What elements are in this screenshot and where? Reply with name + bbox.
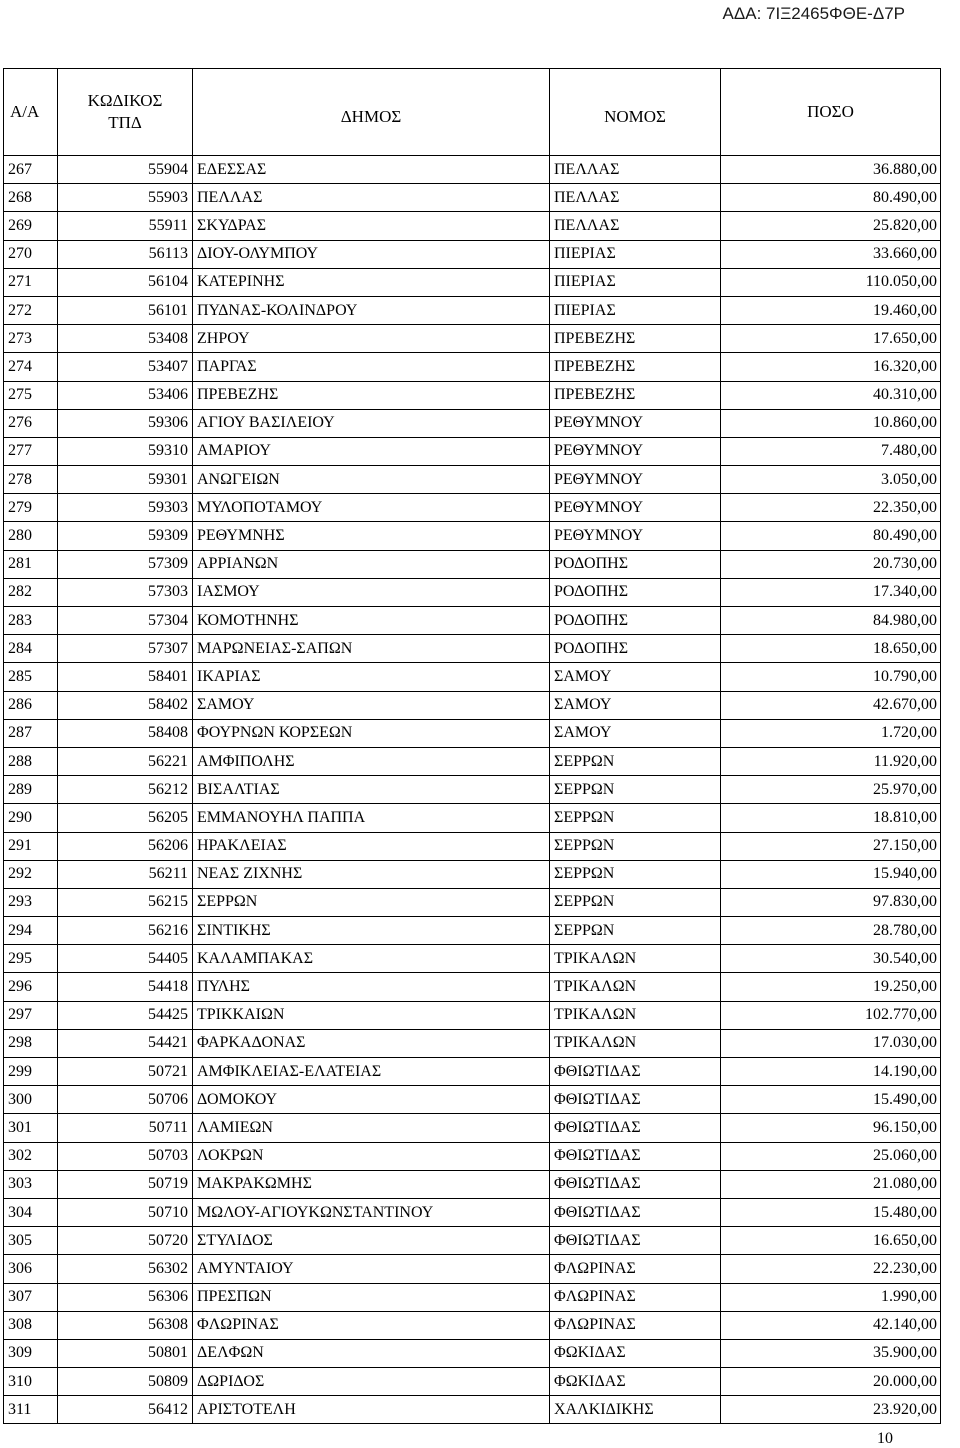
cell-code: 58401 — [58, 663, 193, 691]
cell-dimos: ΦΟΥΡΝΩΝ ΚΟΡΣΕΩΝ — [193, 719, 550, 747]
cell-dimos: ΑΝΩΓΕΙΩΝ — [193, 466, 550, 494]
cell-nomos: ΦΘΙΩΤΙΔΑΣ — [550, 1086, 721, 1114]
cell-code: 54418 — [58, 973, 193, 1001]
cell-aa: 285 — [4, 663, 58, 691]
cell-dimos: ΣΚΥΔΡΑΣ — [193, 212, 550, 240]
cell-poso: 18.650,00 — [721, 635, 941, 663]
cell-nomos: ΦΘΙΩΤΙΔΑΣ — [550, 1142, 721, 1170]
header-dimos: ΔΗΜΟΣ — [193, 69, 550, 156]
cell-nomos: ΦΛΩΡΙΝΑΣ — [550, 1283, 721, 1311]
cell-dimos: ΦΑΡΚΑΔΟΝΑΣ — [193, 1029, 550, 1057]
cell-code: 56412 — [58, 1396, 193, 1424]
cell-poso: 19.460,00 — [721, 296, 941, 324]
cell-code: 59306 — [58, 409, 193, 437]
cell-aa: 291 — [4, 832, 58, 860]
ada-stamp: ΑΔΑ: 7ΙΞ2465ΦΘΕ-Δ7Ρ — [722, 4, 905, 23]
table-row — [4, 719, 941, 747]
cell-poso: 33.660,00 — [721, 240, 941, 268]
cell-nomos: ΠΡΕΒΕΖΗΣ — [550, 353, 721, 381]
cell-dimos: ΜΥΛΟΠΟΤΑΜΟΥ — [193, 494, 550, 522]
header-code — [58, 69, 193, 156]
cell-code: 56216 — [58, 917, 193, 945]
cell-nomos: ΦΛΩΡΙΝΑΣ — [550, 1311, 721, 1339]
cell-nomos: ΠΙΕΡΙΑΣ — [550, 268, 721, 296]
cell-code: 56221 — [58, 747, 193, 775]
table-row — [4, 466, 941, 494]
cell-poso: 15.480,00 — [721, 1198, 941, 1226]
cell-nomos: ΠΙΕΡΙΑΣ — [550, 296, 721, 324]
cell-poso: 30.540,00 — [721, 945, 941, 973]
cell-poso: 1.990,00 — [721, 1283, 941, 1311]
table-row — [4, 776, 941, 804]
cell-aa: 270 — [4, 240, 58, 268]
table-row — [4, 888, 941, 916]
cell-nomos: ΤΡΙΚΑΛΩΝ — [550, 1029, 721, 1057]
cell-aa: 283 — [4, 607, 58, 635]
cell-dimos: ΑΓΙΟΥ ΒΑΣΙΛΕΙΟΥ — [193, 409, 550, 437]
cell-aa: 290 — [4, 804, 58, 832]
cell-dimos: ΣΕΡΡΩΝ — [193, 888, 550, 916]
cell-code: 56306 — [58, 1283, 193, 1311]
cell-dimos: ΣΤΥΛΙΔΟΣ — [193, 1227, 550, 1255]
cell-code: 59309 — [58, 522, 193, 550]
cell-poso: 23.920,00 — [721, 1396, 941, 1424]
table-row — [4, 184, 941, 212]
cell-code: 58402 — [58, 691, 193, 719]
table-row — [4, 973, 941, 1001]
cell-nomos: ΡΕΘΥΜΝΟΥ — [550, 522, 721, 550]
cell-aa: 302 — [4, 1142, 58, 1170]
page-number: 10 — [877, 1430, 893, 1447]
cell-poso: 25.820,00 — [721, 212, 941, 240]
cell-nomos: ΤΡΙΚΑΛΩΝ — [550, 973, 721, 1001]
table-row — [4, 917, 941, 945]
cell-code: 54425 — [58, 1001, 193, 1029]
cell-code: 50719 — [58, 1170, 193, 1198]
cell-dimos: ΔΙΟΥ-ΟΛΥΜΠΟΥ — [193, 240, 550, 268]
table-row — [4, 1142, 941, 1170]
cell-code: 59310 — [58, 437, 193, 465]
cell-nomos: ΦΘΙΩΤΙΔΑΣ — [550, 1058, 721, 1086]
table-row — [4, 268, 941, 296]
cell-poso: 20.730,00 — [721, 550, 941, 578]
cell-dimos: ΙΚΑΡΙΑΣ — [193, 663, 550, 691]
table-row — [4, 1255, 941, 1283]
cell-code: 56302 — [58, 1255, 193, 1283]
cell-poso: 20.000,00 — [721, 1368, 941, 1396]
table-row — [4, 945, 941, 973]
cell-code: 54421 — [58, 1029, 193, 1057]
cell-nomos: ΤΡΙΚΑΛΩΝ — [550, 1001, 721, 1029]
cell-code: 50710 — [58, 1198, 193, 1226]
table-row — [4, 1058, 941, 1086]
table-row — [4, 437, 941, 465]
cell-poso: 27.150,00 — [721, 832, 941, 860]
table-row — [4, 494, 941, 522]
cell-aa: 298 — [4, 1029, 58, 1057]
cell-aa: 311 — [4, 1396, 58, 1424]
cell-dimos: ΒΙΣΑΛΤΙΑΣ — [193, 776, 550, 804]
cell-poso: 40.310,00 — [721, 381, 941, 409]
cell-poso: 102.770,00 — [721, 1001, 941, 1029]
cell-dimos: ΑΜΦΙΚΛΕΙΑΣ-ΕΛΑΤΕΙΑΣ — [193, 1058, 550, 1086]
table-row — [4, 1227, 941, 1255]
cell-nomos: ΠΕΛΛΑΣ — [550, 212, 721, 240]
cell-aa: 277 — [4, 437, 58, 465]
cell-dimos: ΦΛΩΡΙΝΑΣ — [193, 1311, 550, 1339]
cell-code: 56113 — [58, 240, 193, 268]
cell-nomos: ΡΟΔΟΠΗΣ — [550, 578, 721, 606]
cell-code: 55903 — [58, 184, 193, 212]
table-row — [4, 1368, 941, 1396]
table-row — [4, 296, 941, 324]
table-row — [4, 1396, 941, 1424]
cell-nomos: ΧΑΛΚΙΔΙΚΗΣ — [550, 1396, 721, 1424]
table-row — [4, 156, 941, 184]
cell-dimos: ΛΟΚΡΩΝ — [193, 1142, 550, 1170]
cell-nomos: ΣΑΜΟΥ — [550, 691, 721, 719]
cell-code: 53407 — [58, 353, 193, 381]
header-nomos: ΝΟΜΟΣ — [550, 69, 721, 156]
table-row — [4, 1086, 941, 1114]
table-row — [4, 1198, 941, 1226]
cell-code: 50703 — [58, 1142, 193, 1170]
cell-dimos: ΝΕΑΣ ΖΙΧΝΗΣ — [193, 860, 550, 888]
cell-aa: 279 — [4, 494, 58, 522]
cell-aa: 300 — [4, 1086, 58, 1114]
cell-code: 57304 — [58, 607, 193, 635]
cell-poso: 16.320,00 — [721, 353, 941, 381]
table-row — [4, 747, 941, 775]
table-row — [4, 1311, 941, 1339]
table-row — [4, 607, 941, 635]
table-row — [4, 832, 941, 860]
cell-aa: 268 — [4, 184, 58, 212]
cell-poso: 25.060,00 — [721, 1142, 941, 1170]
cell-nomos: ΠΡΕΒΕΖΗΣ — [550, 381, 721, 409]
cell-nomos: ΦΘΙΩΤΙΔΑΣ — [550, 1114, 721, 1142]
table-row — [4, 212, 941, 240]
cell-code: 56104 — [58, 268, 193, 296]
cell-code: 50720 — [58, 1227, 193, 1255]
table-row — [4, 240, 941, 268]
cell-nomos: ΣΕΡΡΩΝ — [550, 804, 721, 832]
cell-code: 57307 — [58, 635, 193, 663]
cell-aa: 293 — [4, 888, 58, 916]
cell-aa: 273 — [4, 325, 58, 353]
cell-nomos: ΡΟΔΟΠΗΣ — [550, 550, 721, 578]
cell-poso: 19.250,00 — [721, 973, 941, 1001]
cell-nomos: ΣΕΡΡΩΝ — [550, 747, 721, 775]
cell-dimos: ΜΑΡΩΝΕΙΑΣ-ΣΑΠΩΝ — [193, 635, 550, 663]
cell-code: 56215 — [58, 888, 193, 916]
table-row — [4, 1029, 941, 1057]
header-aa: Α/Α — [4, 69, 58, 156]
cell-dimos: ΕΜΜΑΝΟΥΗΛ ΠΑΠΠΑ — [193, 804, 550, 832]
table-row — [4, 353, 941, 381]
cell-aa: 272 — [4, 296, 58, 324]
cell-code: 58408 — [58, 719, 193, 747]
cell-poso: 15.490,00 — [721, 1086, 941, 1114]
cell-nomos: ΡΕΘΥΜΝΟΥ — [550, 466, 721, 494]
cell-dimos: ΗΡΑΚΛΕΙΑΣ — [193, 832, 550, 860]
cell-dimos: ΠΑΡΓΑΣ — [193, 353, 550, 381]
cell-nomos: ΣΕΡΡΩΝ — [550, 888, 721, 916]
table-row — [4, 325, 941, 353]
cell-dimos: ΠΥΛΗΣ — [193, 973, 550, 1001]
cell-code: 56211 — [58, 860, 193, 888]
cell-poso: 10.790,00 — [721, 663, 941, 691]
table-row — [4, 860, 941, 888]
cell-dimos: ΣΑΜΟΥ — [193, 691, 550, 719]
cell-poso: 10.860,00 — [721, 409, 941, 437]
cell-nomos: ΣΕΡΡΩΝ — [550, 860, 721, 888]
cell-poso: 22.230,00 — [721, 1255, 941, 1283]
cell-nomos: ΡΕΘΥΜΝΟΥ — [550, 409, 721, 437]
table-row — [4, 550, 941, 578]
cell-aa: 309 — [4, 1339, 58, 1367]
cell-aa: 289 — [4, 776, 58, 804]
cell-aa: 281 — [4, 550, 58, 578]
cell-poso: 18.810,00 — [721, 804, 941, 832]
cell-poso: 80.490,00 — [721, 184, 941, 212]
cell-aa: 306 — [4, 1255, 58, 1283]
cell-code: 56212 — [58, 776, 193, 804]
cell-dimos: ΑΜΑΡΙΟΥ — [193, 437, 550, 465]
cell-code: 56308 — [58, 1311, 193, 1339]
table-header-row — [4, 69, 941, 156]
cell-nomos: ΦΘΙΩΤΙΔΑΣ — [550, 1227, 721, 1255]
cell-aa: 288 — [4, 747, 58, 775]
cell-dimos: ΔΕΛΦΩΝ — [193, 1339, 550, 1367]
cell-dimos: ΑΡΙΣΤΟΤΕΛΗ — [193, 1396, 550, 1424]
cell-nomos: ΦΩΚΙΔΑΣ — [550, 1339, 721, 1367]
cell-dimos: ΕΔΕΣΣΑΣ — [193, 156, 550, 184]
cell-aa: 292 — [4, 860, 58, 888]
table-row — [4, 1170, 941, 1198]
cell-nomos: ΡΕΘΥΜΝΟΥ — [550, 437, 721, 465]
cell-dimos: ΡΕΘΥΜΝΗΣ — [193, 522, 550, 550]
cell-nomos: ΡΟΔΟΠΗΣ — [550, 635, 721, 663]
cell-poso: 25.970,00 — [721, 776, 941, 804]
cell-poso: 42.670,00 — [721, 691, 941, 719]
cell-poso: 96.150,00 — [721, 1114, 941, 1142]
cell-dimos: ΚΟΜΟΤΗΝΗΣ — [193, 607, 550, 635]
cell-nomos: ΦΘΙΩΤΙΔΑΣ — [550, 1198, 721, 1226]
cell-dimos: ΜΑΚΡΑΚΩΜΗΣ — [193, 1170, 550, 1198]
table-row — [4, 1001, 941, 1029]
cell-poso: 16.650,00 — [721, 1227, 941, 1255]
cell-poso: 42.140,00 — [721, 1311, 941, 1339]
cell-aa: 280 — [4, 522, 58, 550]
cell-nomos: ΠΙΕΡΙΑΣ — [550, 240, 721, 268]
cell-aa: 276 — [4, 409, 58, 437]
cell-code: 50801 — [58, 1339, 193, 1367]
allocation-table — [3, 68, 941, 1424]
cell-poso: 84.980,00 — [721, 607, 941, 635]
cell-aa: 278 — [4, 466, 58, 494]
cell-aa: 304 — [4, 1198, 58, 1226]
cell-dimos: ΠΥΔΝΑΣ-ΚΟΛΙΝΔΡΟΥ — [193, 296, 550, 324]
cell-code: 50721 — [58, 1058, 193, 1086]
cell-poso: 14.190,00 — [721, 1058, 941, 1086]
cell-dimos: ΣΙΝΤΙΚΗΣ — [193, 917, 550, 945]
cell-poso: 17.030,00 — [721, 1029, 941, 1057]
cell-code: 55904 — [58, 156, 193, 184]
cell-nomos: ΦΘΙΩΤΙΔΑΣ — [550, 1170, 721, 1198]
cell-code: 57303 — [58, 578, 193, 606]
table-row — [4, 804, 941, 832]
cell-dimos: ΠΕΛΛΑΣ — [193, 184, 550, 212]
cell-code: 59301 — [58, 466, 193, 494]
cell-aa: 305 — [4, 1227, 58, 1255]
cell-dimos: ΑΜΥΝΤΑΙΟΥ — [193, 1255, 550, 1283]
table-row — [4, 691, 941, 719]
cell-dimos: ΔΩΡΙΔΟΣ — [193, 1368, 550, 1396]
cell-nomos: ΦΩΚΙΔΑΣ — [550, 1368, 721, 1396]
cell-dimos: ΤΡΙΚΚΑΙΩΝ — [193, 1001, 550, 1029]
cell-aa: 269 — [4, 212, 58, 240]
table-row — [4, 1114, 941, 1142]
cell-poso: 17.340,00 — [721, 578, 941, 606]
cell-aa: 275 — [4, 381, 58, 409]
cell-poso: 97.830,00 — [721, 888, 941, 916]
cell-dimos: ΑΜΦΙΠΟΛΗΣ — [193, 747, 550, 775]
cell-poso: 21.080,00 — [721, 1170, 941, 1198]
cell-aa: 274 — [4, 353, 58, 381]
table-row — [4, 1339, 941, 1367]
cell-aa: 303 — [4, 1170, 58, 1198]
cell-aa: 297 — [4, 1001, 58, 1029]
cell-code: 56206 — [58, 832, 193, 860]
cell-dimos: ΠΡΕΒΕΖΗΣ — [193, 381, 550, 409]
table-row — [4, 578, 941, 606]
cell-nomos: ΠΕΛΛΑΣ — [550, 156, 721, 184]
cell-nomos: ΤΡΙΚΑΛΩΝ — [550, 945, 721, 973]
cell-code: 56101 — [58, 296, 193, 324]
cell-poso: 35.900,00 — [721, 1339, 941, 1367]
cell-poso: 80.490,00 — [721, 522, 941, 550]
table-row — [4, 522, 941, 550]
table-row — [4, 409, 941, 437]
cell-code: 50711 — [58, 1114, 193, 1142]
header-code-line1: ΚΩΔΙΚΟΣ — [87, 91, 163, 110]
cell-dimos: ΠΡΕΣΠΩΝ — [193, 1283, 550, 1311]
cell-dimos: ΙΑΣΜΟΥ — [193, 578, 550, 606]
cell-dimos: ΖΗΡΟΥ — [193, 325, 550, 353]
cell-nomos: ΦΛΩΡΙΝΑΣ — [550, 1255, 721, 1283]
cell-poso: 28.780,00 — [721, 917, 941, 945]
header-poso: ΠΟΣΟ — [721, 69, 941, 156]
cell-aa: 299 — [4, 1058, 58, 1086]
cell-code: 53408 — [58, 325, 193, 353]
cell-aa: 307 — [4, 1283, 58, 1311]
table-row — [4, 635, 941, 663]
cell-poso: 110.050,00 — [721, 268, 941, 296]
cell-code: 54405 — [58, 945, 193, 973]
header-code-line2: ΤΠΔ — [108, 113, 142, 132]
cell-poso: 3.050,00 — [721, 466, 941, 494]
cell-aa: 286 — [4, 691, 58, 719]
cell-code: 53406 — [58, 381, 193, 409]
cell-dimos: ΜΩΛΟΥ-ΑΓΙΟΥΚΩΝΣΤΑΝΤΙΝΟΥ — [193, 1198, 550, 1226]
cell-dimos: ΔΟΜΟΚΟΥ — [193, 1086, 550, 1114]
cell-code: 50809 — [58, 1368, 193, 1396]
cell-code: 56205 — [58, 804, 193, 832]
cell-aa: 308 — [4, 1311, 58, 1339]
table-body — [4, 156, 941, 1424]
cell-aa: 267 — [4, 156, 58, 184]
cell-poso: 15.940,00 — [721, 860, 941, 888]
cell-aa: 310 — [4, 1368, 58, 1396]
cell-nomos: ΡΟΔΟΠΗΣ — [550, 607, 721, 635]
cell-nomos: ΡΕΘΥΜΝΟΥ — [550, 494, 721, 522]
cell-code: 55911 — [58, 212, 193, 240]
table-row — [4, 663, 941, 691]
cell-dimos: ΚΑΛΑΜΠΑΚΑΣ — [193, 945, 550, 973]
cell-aa: 301 — [4, 1114, 58, 1142]
cell-aa: 284 — [4, 635, 58, 663]
cell-poso: 7.480,00 — [721, 437, 941, 465]
cell-poso: 36.880,00 — [721, 156, 941, 184]
cell-nomos: ΣΑΜΟΥ — [550, 719, 721, 747]
cell-aa: 294 — [4, 917, 58, 945]
cell-dimos: ΚΑΤΕΡΙΝΗΣ — [193, 268, 550, 296]
cell-code: 50706 — [58, 1086, 193, 1114]
cell-poso: 22.350,00 — [721, 494, 941, 522]
cell-poso: 11.920,00 — [721, 747, 941, 775]
cell-nomos: ΣΑΜΟΥ — [550, 663, 721, 691]
cell-nomos: ΠΕΛΛΑΣ — [550, 184, 721, 212]
cell-aa: 296 — [4, 973, 58, 1001]
cell-aa: 287 — [4, 719, 58, 747]
cell-aa: 271 — [4, 268, 58, 296]
cell-poso: 17.650,00 — [721, 325, 941, 353]
cell-poso: 1.720,00 — [721, 719, 941, 747]
cell-nomos: ΣΕΡΡΩΝ — [550, 832, 721, 860]
cell-nomos: ΣΕΡΡΩΝ — [550, 917, 721, 945]
cell-aa: 282 — [4, 578, 58, 606]
table-row — [4, 381, 941, 409]
cell-code: 57309 — [58, 550, 193, 578]
table-row — [4, 1283, 941, 1311]
cell-nomos: ΠΡΕΒΕΖΗΣ — [550, 325, 721, 353]
cell-dimos: ΛΑΜΙΕΩΝ — [193, 1114, 550, 1142]
cell-nomos: ΣΕΡΡΩΝ — [550, 776, 721, 804]
cell-code: 59303 — [58, 494, 193, 522]
cell-dimos: ΑΡΡΙΑΝΩΝ — [193, 550, 550, 578]
cell-aa: 295 — [4, 945, 58, 973]
